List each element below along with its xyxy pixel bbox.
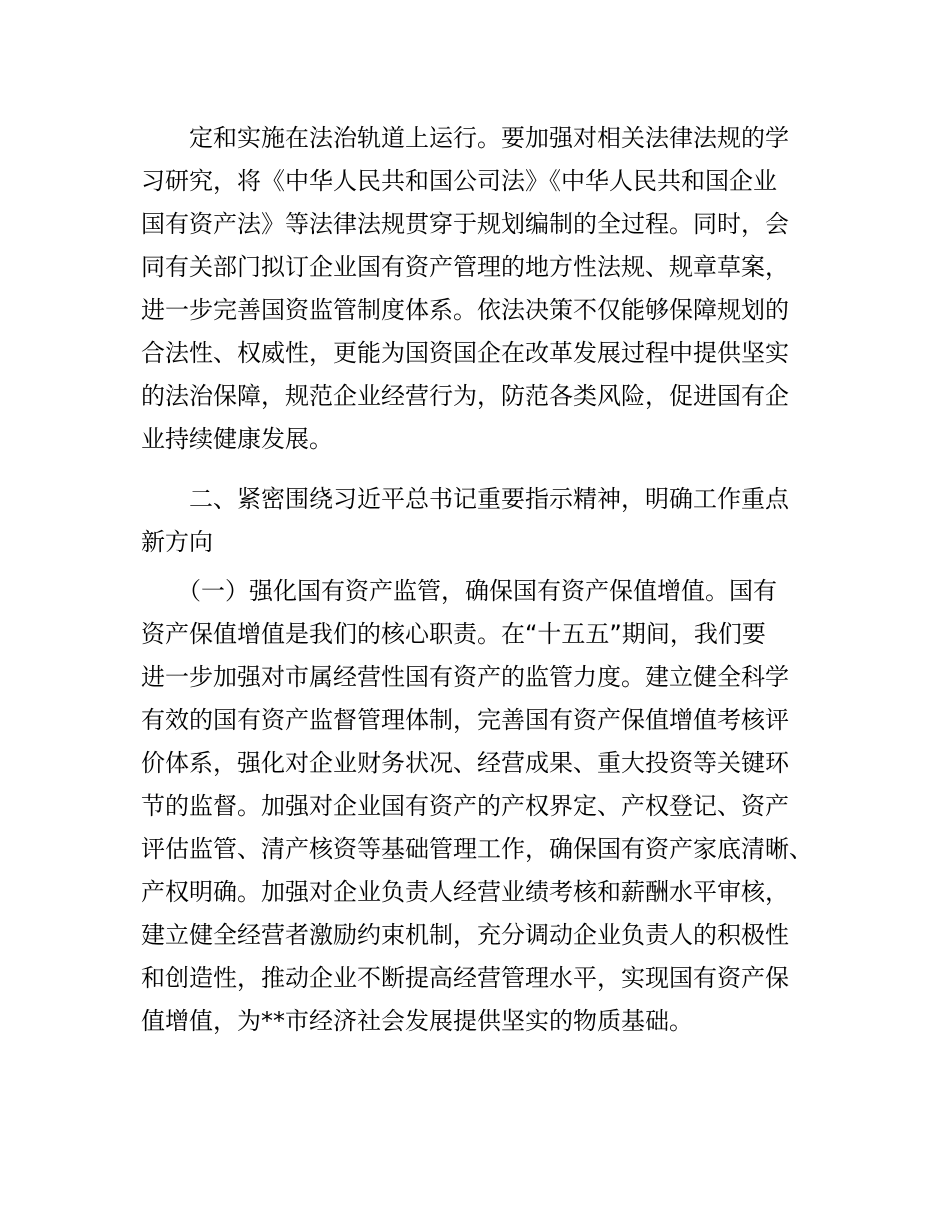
paragraph-line: 进一步完善国资监管制度体系。依法决策不仅能够保障规划的 [141, 296, 789, 324]
paragraph-line: 和创造性，推动企业不断提高经营管理水平，实现国有资产保 [141, 964, 789, 992]
paragraph-legal-planning [141, 117, 813, 461]
section-heading [141, 478, 813, 564]
paragraph-line: 定和实施在法治轨道上运行。要加强对相关法律法规的学 [189, 124, 789, 152]
paragraph-line: 的法治保障，规范企业经营行为，防范各类风险，促进国有企 [141, 382, 789, 410]
paragraph-line: 有效的国有资产监督管理体制，完善国有资产保值增值考核评 [141, 706, 789, 734]
paragraph-line: 资产保值增值是我们的核心职责。在“十五五”期间，我们要 [141, 620, 766, 648]
paragraph-line: 评估监管、清产核资等基础管理工作，确保国有资产家底清晰、 [141, 835, 813, 863]
heading-line: 二、紧密围绕习近平总书记重要指示精神，明确工作重点 [189, 485, 789, 513]
paragraph-line: 建立健全经营者激励约束机制，充分调动企业负责人的积极性 [141, 921, 789, 949]
paragraph-line: 国有资产法》等法律法规贯穿于规划编制的全过程。同时，会 [141, 210, 789, 238]
paragraph-line: 业持续健康发展。 [141, 425, 333, 453]
paragraph-line: 价体系，强化对企业财务状况、经营成果、重大投资等关键环 [141, 749, 789, 777]
paragraph-line: 进一步加强对市属经营性国有资产的监管力度。建立健全科学 [141, 663, 789, 691]
paragraph-line: （一）强化国有资产监管，确保国有资产保值增值。国有 [177, 577, 777, 605]
paragraph-line: 节的监督。加强对企业国有资产的产权界定、产权登记、资产 [141, 792, 789, 820]
paragraph-line: 产权明确。加强对企业负责人经营业绩考核和薪酬水平审核， [141, 878, 789, 906]
paragraph-line: 习研究，将《中华人民共和国公司法》《中华人民共和国企业 [141, 167, 777, 195]
paragraph-line: 合法性、权威性，更能为国资国企在改革发展过程中提供坚实 [141, 339, 789, 367]
paragraph-line: 同有关部门拟订企业国有资产管理的地方性法规、规章草案， [141, 253, 789, 281]
paragraph-line: 值增值，为**市经济社会发展提供坚实的物质基础。 [141, 1007, 693, 1035]
heading-line: 新方向 [141, 528, 213, 556]
paragraph-asset-supervision [141, 570, 813, 1043]
